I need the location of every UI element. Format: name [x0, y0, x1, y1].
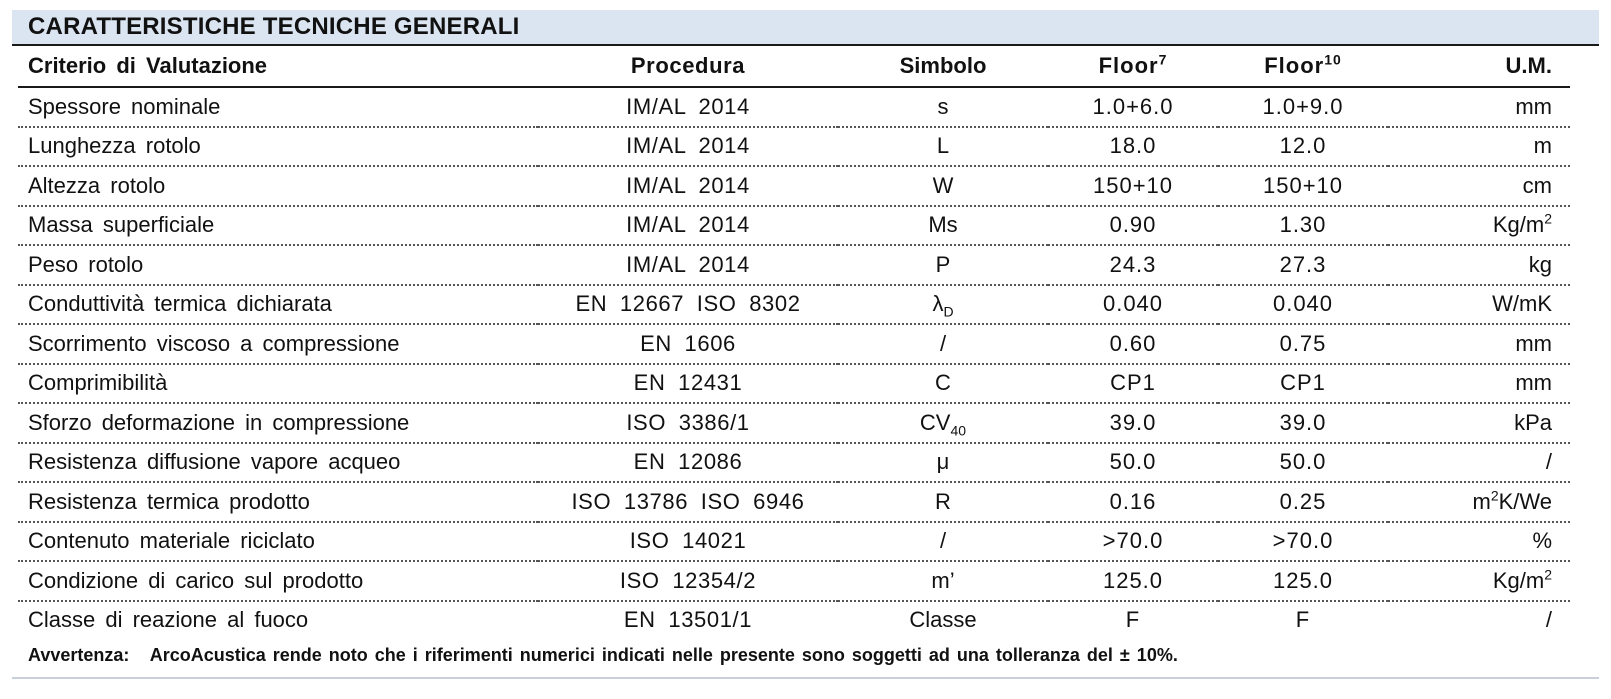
cell-simbolo	[838, 127, 1048, 167]
floor10-label: Floor	[1264, 53, 1325, 78]
um-main: mm	[1515, 330, 1552, 356]
cell-floor10: 50.0	[1218, 443, 1388, 483]
cell-simbolo	[838, 324, 1048, 364]
cell-floor10: 0.25	[1218, 482, 1388, 522]
cell-floor10: 1.30	[1218, 206, 1388, 246]
cell-floor7: 0.60	[1048, 324, 1218, 364]
symbol-main: C	[935, 370, 951, 396]
table-header-row	[18, 46, 1570, 87]
cell-criterio: Massa superficiale	[18, 206, 538, 246]
table-row	[18, 166, 1570, 206]
cell-criterio: Scorrimento viscoso a compressione	[18, 324, 538, 364]
section-title-text: CARATTERISTICHE TECNICHE GENERALI	[28, 13, 520, 40]
table-row	[18, 561, 1570, 601]
cell-floor7: CP1	[1048, 364, 1218, 404]
cell-simbolo	[838, 364, 1048, 404]
cell-floor10: F	[1295, 607, 1311, 633]
cell-procedura: IM/AL 2014	[538, 245, 838, 285]
table-row	[18, 601, 1570, 640]
cell-floor7: 39.0	[1048, 403, 1218, 443]
cell-floor10: CP1	[1218, 364, 1388, 404]
cell-simbolo	[838, 87, 1048, 127]
um-main: cm	[1522, 172, 1552, 198]
cell-um	[1388, 166, 1570, 206]
cell-um	[1388, 601, 1570, 640]
section-title	[12, 10, 1599, 46]
um-sup: 2	[1490, 487, 1499, 504]
um-main: kg	[1528, 251, 1552, 277]
table-row	[18, 285, 1570, 325]
floor10-sup: 10	[1324, 51, 1342, 68]
table-row	[18, 206, 1570, 246]
table-row	[18, 482, 1570, 522]
cell-simbolo	[838, 482, 1048, 522]
cell-um	[1388, 206, 1570, 246]
symbol-main: /	[939, 330, 947, 356]
cell-simbolo	[838, 403, 1048, 443]
symbol-main: m’	[931, 567, 955, 593]
um-main: m	[1533, 133, 1552, 159]
table-body	[18, 87, 1570, 639]
cell-um	[1388, 443, 1570, 483]
note-text: ArcoAcustica rende noto che i riferimenti numerici indicati nelle presente sono soggetti ad una tolleranza del ± 10%.	[149, 645, 1178, 665]
col-header-um: U.M.	[1388, 46, 1570, 87]
cell-criterio: Comprimibilità	[18, 364, 538, 404]
cell-um	[1388, 561, 1570, 601]
note-label: Avvertenza:	[28, 645, 130, 665]
cell-floor10: 0.75	[1218, 324, 1388, 364]
cell-floor7: >70.0	[1048, 522, 1218, 562]
cell-floor7: 125.0	[1048, 561, 1218, 601]
cell-floor10: 39.0	[1218, 403, 1388, 443]
cell-procedura: EN 12667 ISO 8302	[538, 285, 838, 325]
symbol-main: λ	[932, 291, 944, 317]
cell-simbolo	[838, 443, 1048, 483]
cell-floor10: 27.3	[1218, 245, 1388, 285]
cell-simbolo	[838, 601, 1048, 640]
cell-criterio: Conduttività termica dichiarata	[18, 285, 538, 325]
cell-procedura: ISO 12354/2	[538, 561, 838, 601]
disclaimer-note	[28, 645, 1599, 666]
um-main: kPa	[1514, 409, 1552, 435]
table-row	[18, 324, 1570, 364]
cell-procedura: EN 13501/1	[623, 607, 753, 633]
cell-um	[1388, 285, 1570, 325]
col-header-floor10	[1218, 46, 1388, 87]
table-row	[18, 87, 1570, 127]
cell-um	[1388, 127, 1570, 167]
cell-procedura: IM/AL 2014	[538, 206, 838, 246]
cell-floor7: 0.16	[1048, 482, 1218, 522]
symbol-main: L	[936, 133, 950, 159]
cell-procedura: EN 12086	[538, 443, 838, 483]
cell-floor7: 18.0	[1048, 127, 1218, 167]
table-row	[18, 245, 1570, 285]
symbol-main: P	[935, 251, 951, 277]
table-row	[18, 443, 1570, 483]
um-main: /	[1545, 449, 1552, 475]
cell-criterio: Condizione di carico sul prodotto	[18, 561, 538, 601]
cell-um	[1388, 364, 1570, 404]
symbol-main: CV	[919, 409, 951, 435]
col-header-criterio: Criterio di Valutazione	[18, 46, 538, 87]
table-row	[18, 522, 1570, 562]
symbol-main: Classe	[909, 607, 977, 633]
cell-criterio: Resistenza diffusione vapore acqueo	[18, 443, 538, 483]
symbol-sub: D	[943, 303, 954, 320]
cell-floor10: 0.040	[1218, 285, 1388, 325]
cell-floor10: 150+10	[1218, 166, 1388, 206]
cell-floor10: 12.0	[1218, 127, 1388, 167]
cell-floor7: F	[1125, 607, 1141, 633]
col-header-floor7	[1048, 46, 1218, 87]
cell-criterio: Classe di reazione al fuoco	[28, 607, 309, 633]
symbol-main: R	[935, 488, 951, 514]
cell-simbolo	[838, 522, 1048, 562]
um-main: Kg/m	[1492, 567, 1545, 593]
cell-procedura: IM/AL 2014	[538, 166, 838, 206]
floor7-label: Floor	[1098, 53, 1159, 78]
cell-floor10: >70.0	[1218, 522, 1388, 562]
symbol-main: /	[939, 528, 947, 554]
um-main: %	[1532, 528, 1552, 554]
um-main: /	[1545, 607, 1552, 633]
cell-criterio: Sforzo deformazione in compressione	[18, 403, 538, 443]
um-main: mm	[1515, 93, 1552, 119]
cell-um	[1388, 87, 1570, 127]
cell-floor7: 24.3	[1048, 245, 1218, 285]
table-row	[18, 127, 1570, 167]
cell-floor10: 1.0+9.0	[1218, 87, 1388, 127]
cell-simbolo	[838, 245, 1048, 285]
cell-procedura: ISO 3386/1	[538, 403, 838, 443]
symbol-main: W	[932, 172, 954, 198]
cell-procedura: IM/AL 2014	[538, 87, 838, 127]
table-row	[18, 364, 1570, 404]
cell-floor7: 0.90	[1048, 206, 1218, 246]
cell-procedura: EN 12431	[538, 364, 838, 404]
cell-um	[1388, 245, 1570, 285]
symbol-sub: 40	[950, 422, 967, 439]
cell-um	[1388, 482, 1570, 522]
symbol-main: μ	[936, 449, 950, 475]
cell-floor7: 50.0	[1048, 443, 1218, 483]
symbol-main: s	[937, 93, 949, 119]
cell-um	[1388, 403, 1570, 443]
um-main: Kg/m	[1492, 212, 1545, 238]
um-main: m	[1472, 488, 1491, 514]
um-sup: 2	[1544, 210, 1552, 227]
um-main: W/mK	[1492, 291, 1552, 317]
cell-simbolo	[838, 166, 1048, 206]
symbol-main: Ms	[928, 212, 958, 238]
cell-criterio: Contenuto materiale riciclato	[18, 522, 538, 562]
cell-simbolo	[838, 561, 1048, 601]
cell-simbolo	[838, 206, 1048, 246]
bottom-divider	[12, 677, 1599, 679]
cell-criterio: Lunghezza rotolo	[18, 127, 538, 167]
cell-floor7: 1.0+6.0	[1048, 87, 1218, 127]
um-main: mm	[1515, 370, 1552, 396]
table-row	[18, 403, 1570, 443]
col-header-procedura: Procedura	[538, 46, 838, 87]
um-sup: 2	[1544, 566, 1552, 583]
cell-floor7: 150+10	[1048, 166, 1218, 206]
cell-criterio: Resistenza termica prodotto	[18, 482, 538, 522]
cell-floor10: 125.0	[1218, 561, 1388, 601]
cell-procedura: IM/AL 2014	[538, 127, 838, 167]
cell-criterio: Altezza rotolo	[18, 166, 538, 206]
um-after: K/We	[1498, 488, 1552, 514]
floor7-sup: 7	[1158, 51, 1168, 68]
cell-procedura: ISO 14021	[538, 522, 838, 562]
cell-simbolo	[838, 285, 1048, 325]
cell-floor7: 0.040	[1048, 285, 1218, 325]
cell-procedura: EN 1606	[538, 324, 838, 364]
cell-um	[1388, 522, 1570, 562]
cell-criterio: Peso rotolo	[18, 245, 538, 285]
specs-table	[18, 46, 1570, 639]
cell-um	[1388, 324, 1570, 364]
cell-procedura: ISO 13786 ISO 6946	[538, 482, 838, 522]
cell-criterio: Spessore nominale	[18, 87, 538, 127]
col-header-simbolo: Simbolo	[838, 46, 1048, 87]
spec-sheet	[12, 10, 1599, 666]
